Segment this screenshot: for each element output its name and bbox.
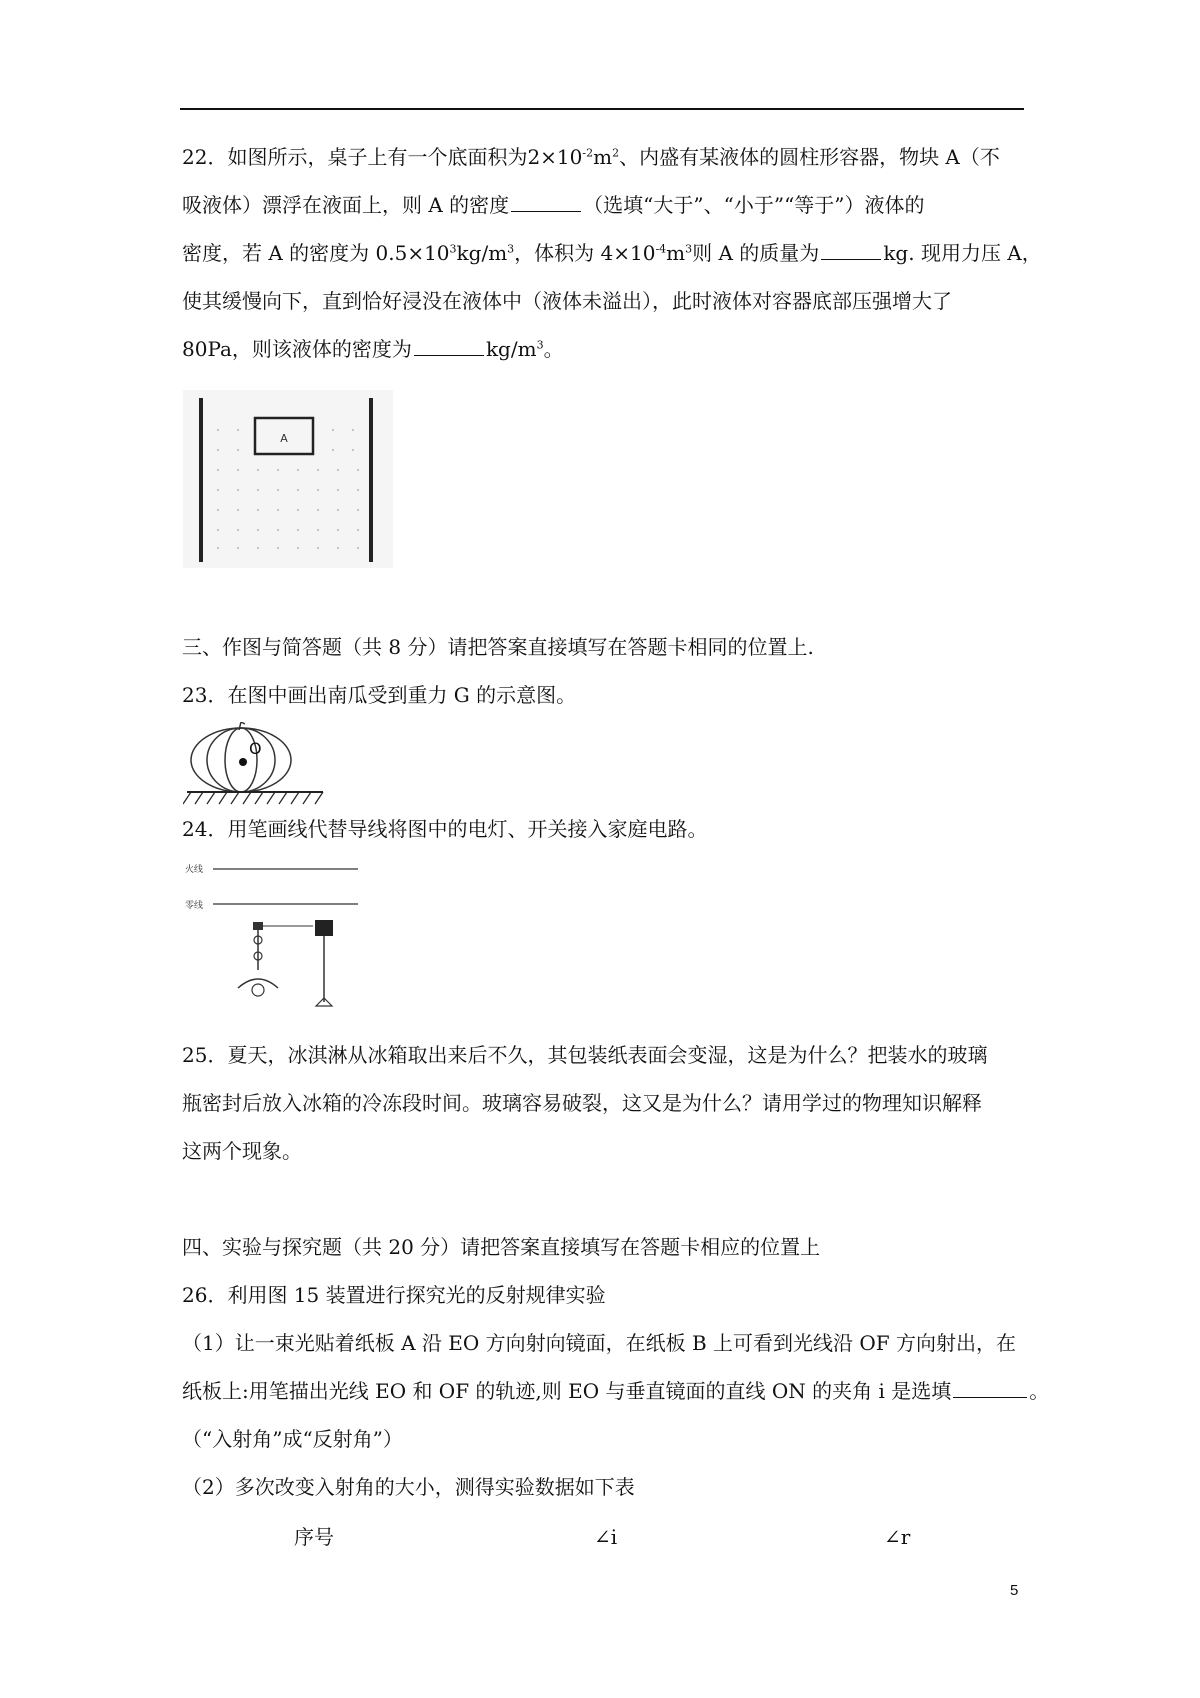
table-header-angle-i: ∠i xyxy=(594,1525,618,1549)
page-number: 5 xyxy=(1010,1582,1019,1599)
q26-title: 26．利用图 15 装置进行探究光的反射规律实验 xyxy=(182,1283,606,1307)
table-header-index: 序号 xyxy=(294,1525,334,1549)
q25-line-3: 这两个现象。 xyxy=(182,1139,302,1163)
question-24: 24．用笔画线代替导线将图中的电灯、开关接入家庭电路。 xyxy=(182,817,708,841)
question-23: 23．在图中画出南瓜受到重力 G 的示意图。 xyxy=(182,683,577,707)
lamp xyxy=(238,922,313,996)
center-label: O xyxy=(249,739,262,758)
q26-part2: （2）多次改变入射角的大小，测得实验数据如下表 xyxy=(182,1475,635,1499)
ground-hatching xyxy=(183,792,323,804)
container-figure xyxy=(183,390,393,568)
answer-blank[interactable] xyxy=(414,337,484,356)
circuit-figure xyxy=(183,860,363,1010)
figure-background xyxy=(183,390,393,568)
neutral-wire-label: 零线 xyxy=(185,901,204,911)
q26-part1-line-1: （1）让一束光贴着纸板 A 沿 EO 方向射向镜面，在纸板 B 上可看到光线沿 OF 方向射出，在 xyxy=(182,1331,1016,1355)
q25-line-1: 25．夏天，冰淇淋从冰箱取出来后不久，其包装纸表面会变湿，这是为什么？把装水的玻璃 xyxy=(182,1043,988,1067)
q22-line-3: 密度，若 A 的密度为 $0.5\times 10^3kg/m^3$，体积为 $4\times 10^{-4}m^3$则 A 的质量为 kg. 现用力压 A， xyxy=(182,241,1042,265)
q26-part1-line-3: （“入射角”成“反射角”） xyxy=(182,1427,403,1451)
switch xyxy=(315,920,333,1006)
header-rule xyxy=(180,108,1024,110)
block-a-label: A xyxy=(280,432,288,445)
q25-line-2: 瓶密封后放入冰箱的冷冻段时间。玻璃容易破裂，这又是为什么？请用学过的物理知识解释 xyxy=(182,1091,982,1115)
pumpkin-figure xyxy=(183,722,325,806)
section-4-heading: 四、实验与探究题（共 20 分）请把答案直接填写在答题卡相应的位置上 xyxy=(182,1235,821,1259)
q22-line-4: 使其缓慢向下，直到恰好浸没在液体中（液体未溢出），此时液体对容器底部压强增大了 xyxy=(182,289,952,313)
table-header-angle-r: ∠r xyxy=(884,1525,911,1549)
q22-line-5: 80Pa，则该液体的密度为 $kg/m^3$。 xyxy=(182,337,564,361)
answer-blank[interactable] xyxy=(511,193,581,212)
live-wire-label: 火线 xyxy=(185,865,204,875)
section-3-heading: 三、作图与简答题（共 8 分）请把答案直接填写在答题卡相同的位置上. xyxy=(182,635,814,659)
answer-blank[interactable] xyxy=(953,1379,1027,1398)
q22-line-1: 22．如图所示，桌子上有一个底面积为$2\times 10^{-2}m^2$、内盛有某液体的圆柱形容器，物块 A（不 xyxy=(182,145,1000,169)
center-point xyxy=(239,758,247,766)
q26-part1-line-2: 纸板上:用笔描出光线 EO 和 OF 的轨迹,则 EO 与垂直镜面的直线 ON 的夹角 i 是选填 。 xyxy=(182,1379,1050,1403)
q22-line-2: 吸液体）漂浮在液面上，则 A 的密度 （选填“大于”、“小于”“等于”）液体的 xyxy=(182,193,925,217)
answer-blank[interactable] xyxy=(821,241,881,260)
